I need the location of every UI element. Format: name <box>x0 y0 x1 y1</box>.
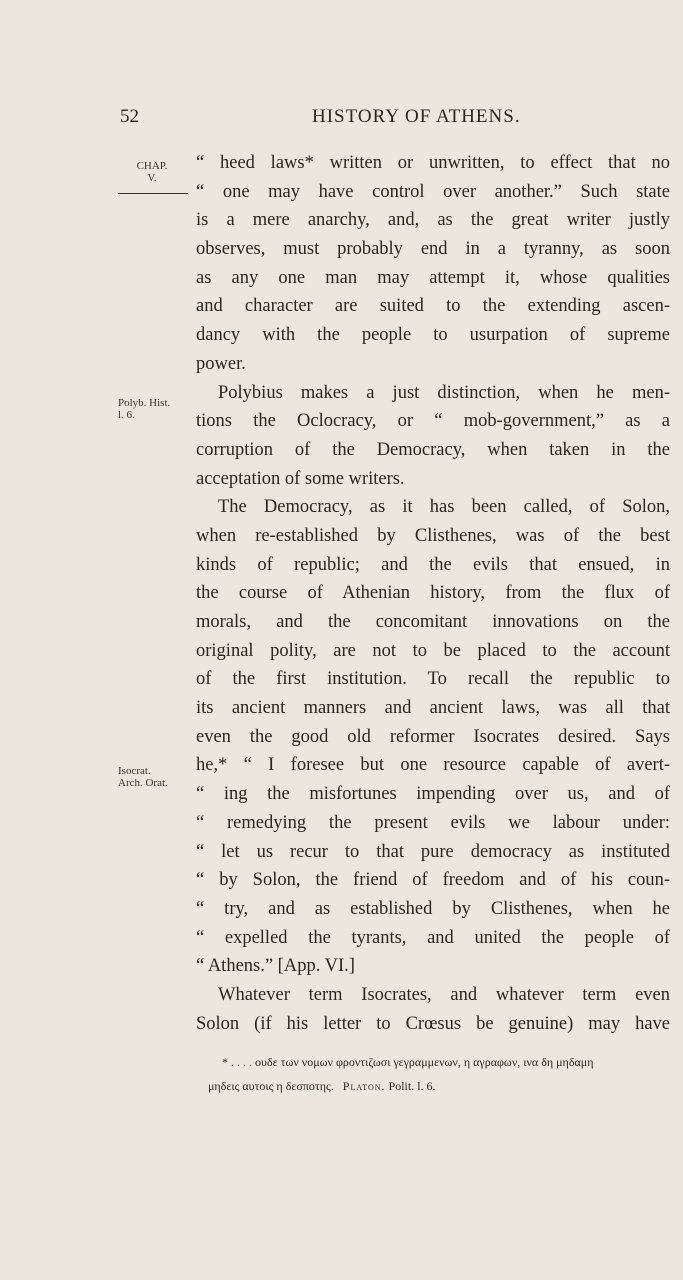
margin-polyb-line2: l. 6. <box>118 409 135 421</box>
text-line: and character are suited to the extending ascen- <box>196 296 670 317</box>
text-line: “ Athens.” [App. VI.] <box>196 956 355 977</box>
text-line: is a mere anarchy, and, as the great writer justly <box>196 210 670 231</box>
text-line: observes, must probably end in a tyranny, as soon <box>196 239 670 260</box>
text-line: as any one man may attempt it, whose qualities <box>196 267 670 288</box>
margin-polyb-line1: Polyb. Hist. <box>118 397 171 409</box>
text-line: of the first institution. To recall the republic to <box>196 669 670 690</box>
text-line: “ ing the misfortunes impending over us, and of <box>196 784 670 805</box>
margin-note-isocrates <box>118 765 168 789</box>
footnote-citation-ref: Polit. l. 6. <box>388 1079 436 1093</box>
text-line: its ancient manners and ancient laws, was all that <box>196 698 670 719</box>
page-number: 52 <box>120 106 139 127</box>
text-line: “ try, and as established by Clisthenes, when he <box>196 898 670 919</box>
text-line: original polity, are not to be placed to the account <box>196 640 670 661</box>
text-line: power. <box>196 353 246 374</box>
text-line: the course of Athenian history, from the flux of <box>196 583 670 604</box>
margin-chap-label: CHAP. <box>136 160 168 172</box>
text-line: “ expelled the tyrants, and united the people of <box>196 927 670 948</box>
footnote-citation-author: Platon. <box>342 1079 386 1093</box>
text-line: acceptation of some writers. <box>196 468 405 489</box>
text-line: “ let us recur to that pure democracy as instituted <box>196 841 670 862</box>
margin-chap-number: V. <box>147 172 157 184</box>
margin-isocr-line2: Arch. Orat. <box>118 777 168 789</box>
footnote-line2 <box>208 1074 682 1098</box>
text-line: morals, and the concomitant innovations on the <box>196 612 670 632</box>
text-line: “ remedying the present evils we labour under: <box>196 812 670 833</box>
text-line: dancy with the people to usurpation of supreme <box>196 325 670 346</box>
text-line: The Democracy, as it has been called, of Solon, <box>218 497 670 518</box>
footnote <box>208 1050 682 1098</box>
margin-note-chapter <box>132 160 172 194</box>
text-line: even the good old reformer Isocrates desired. Says <box>196 726 670 747</box>
body-text <box>196 149 670 1038</box>
text-line: Whatever term Isocrates, and whatever term even <box>218 984 670 1005</box>
footnote-line1: * . . . . ουδε των νομων φροντιζωσι γεγραμμενων, η αγραφων, ινα δη μηδαμη <box>222 1055 594 1069</box>
text-line: kinds of republic; and the evils that ensued, in <box>196 554 670 575</box>
text-line: when re-established by Clisthenes, was of the best <box>196 525 670 546</box>
text-line: corruption of the Democracy, when taken in the <box>196 439 670 460</box>
text-line: he,* “ I foresee but one resource capable of avert- <box>196 755 670 776</box>
text-line: “ by Solon, the friend of freedom and of his coun- <box>196 870 670 891</box>
text-line: “ heed laws* written or unwritten, to effect that no <box>196 153 670 173</box>
footnote-greek-end: μηδεις αυτοις η δεσποτης. <box>208 1079 334 1093</box>
text-line: tions the Oclocracy, or “ mob-government,” as a <box>196 411 670 432</box>
running-head: HISTORY OF ATHENS. <box>312 106 521 127</box>
text-line: Polybius makes a just distinction, when he men- <box>218 382 670 403</box>
margin-rule <box>118 193 188 194</box>
page-header <box>120 106 560 136</box>
text-line: “ one may have control over another.” Such state <box>196 181 670 202</box>
margin-isocr-line1: Isocrat. <box>118 765 151 777</box>
margin-note-polybius <box>118 397 170 421</box>
text-line: Solon (if his letter to Crœsus be genuine) may have <box>196 1013 670 1034</box>
